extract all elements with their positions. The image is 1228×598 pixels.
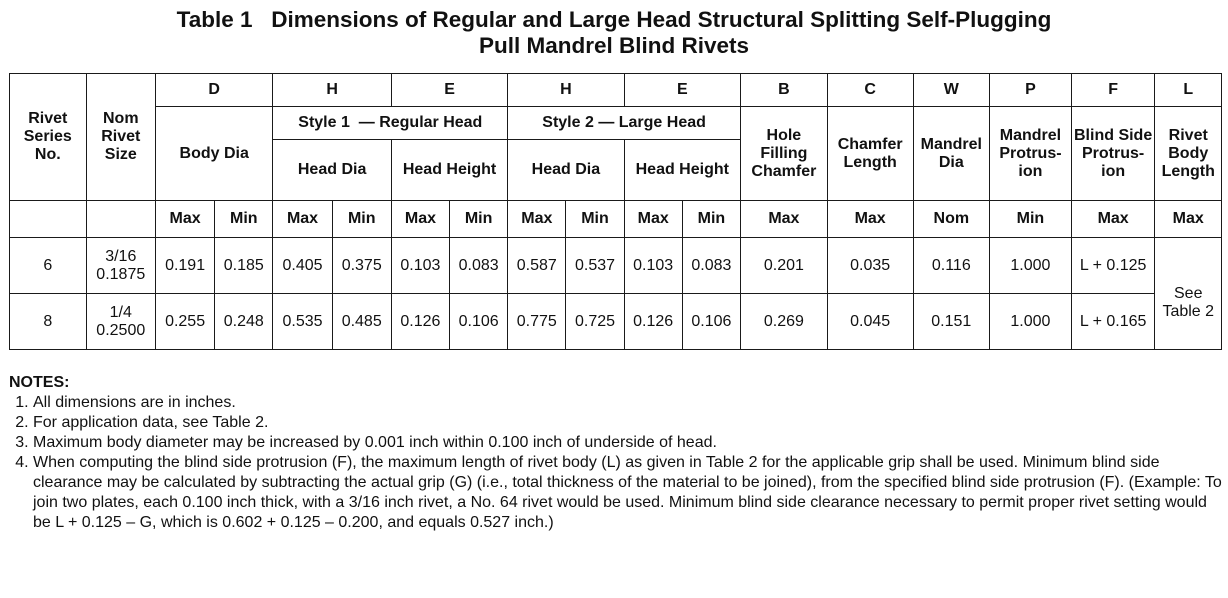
header-head-height-style2: Head Height — [624, 140, 740, 201]
table-title — [0, 7, 1228, 59]
limit-label: Max — [273, 201, 332, 238]
cell-value: 0.775 — [508, 294, 566, 350]
cell-value: 0.103 — [624, 238, 682, 294]
header-head-dia-style1: Head Dia — [273, 140, 391, 201]
cell-value: 0.537 — [566, 238, 624, 294]
header-letter-b: B — [740, 74, 827, 107]
header-letter-e-style1: E — [391, 74, 507, 107]
header-letter-p: P — [990, 74, 1072, 107]
limit-label: Min — [332, 201, 391, 238]
notes-list — [9, 393, 1224, 533]
cell-value: 0.185 — [215, 238, 273, 294]
header-limit-row — [10, 201, 1222, 238]
header-letter-row — [10, 74, 1222, 107]
table-row — [10, 238, 1222, 294]
limit-label: Max — [827, 201, 913, 238]
limit-label: Min — [215, 201, 273, 238]
header-style-1-regular-head: Style 1 — Regular Head — [273, 107, 508, 140]
cell-value: 0.116 — [913, 238, 990, 294]
cell-value: 0.106 — [682, 294, 740, 350]
cell-value: 0.035 — [827, 238, 913, 294]
header-letter-w: W — [913, 74, 990, 107]
limit-label: Max — [1071, 201, 1155, 238]
header-limit-blank — [10, 201, 87, 238]
cell-value: 0.083 — [682, 238, 740, 294]
cell-value: L + 0.165 — [1071, 294, 1155, 350]
cell-size-fraction: 3/16 — [105, 247, 137, 265]
cell-size-decimal: 0.1875 — [96, 265, 146, 283]
cell-value: 0.375 — [332, 238, 391, 294]
cell-value: 0.255 — [155, 294, 214, 350]
header-letter-d: D — [155, 74, 272, 107]
cell-value: 0.485 — [332, 294, 391, 350]
table-title-line-1: Table 1 Dimensions of Regular and Large Head Structural Splitting Self-Plugging — [176, 7, 1052, 32]
cell-nom-size — [86, 238, 155, 294]
limit-label: Nom — [913, 201, 990, 238]
cell-value: 1.000 — [990, 294, 1072, 350]
header-letter-f: F — [1071, 74, 1155, 107]
limit-label: Min — [566, 201, 624, 238]
table-title-line-2: Pull Mandrel Blind Rivets — [478, 33, 750, 58]
header-letter-e-style2: E — [624, 74, 740, 107]
header-blind-side-protrusion: Blind Side Protrus-ion — [1071, 107, 1155, 201]
cell-value: 0.535 — [273, 294, 332, 350]
limit-label: Max — [155, 201, 214, 238]
cell-value: 0.248 — [215, 294, 273, 350]
cell-value: 1.000 — [990, 238, 1072, 294]
header-head-dia-style2: Head Dia — [508, 140, 624, 201]
limit-label: Min — [450, 201, 508, 238]
cell-value: 0.103 — [391, 238, 449, 294]
limit-label: Min — [990, 201, 1072, 238]
header-style-row — [10, 107, 1222, 140]
header-style-2-large-head: Style 2 — Large Head — [508, 107, 741, 140]
cell-value: 0.201 — [740, 238, 827, 294]
header-mandrel-protrusion: Mandrel Protrus-ion — [990, 107, 1072, 201]
note-item: 2. For application data, see Table 2. — [33, 413, 1224, 433]
header-head-height-style1: Head Height — [391, 140, 507, 201]
cell-value: 0.106 — [450, 294, 508, 350]
cell-value: 0.151 — [913, 294, 990, 350]
notes-heading: NOTES: — [9, 374, 70, 391]
note-item: 1. All dimensions are in inches. — [33, 393, 1224, 413]
cell-series: 6 — [10, 238, 87, 294]
header-mandrel-dia: Mandrel Dia — [913, 107, 990, 201]
limit-label: Max — [508, 201, 566, 238]
header-rivet-body-length: Rivet Body Length — [1155, 107, 1222, 201]
header-body-dia: Body Dia — [155, 107, 272, 201]
header-letter-h-style2: H — [508, 74, 624, 107]
note-item: 3. Maximum body diameter may be increased by 0.001 inch within 0.100 inch of underside of head. — [33, 433, 1224, 453]
limit-label: Max — [391, 201, 449, 238]
header-hole-filling-chamfer: Hole Filling Chamfer — [740, 107, 827, 201]
limit-label: Max — [624, 201, 682, 238]
header-rivet-series: Rivet Series No. — [10, 74, 87, 201]
header-nom-rivet-size: Nom Rivet Size — [86, 74, 155, 201]
limit-label: Max — [1155, 201, 1222, 238]
notes-section — [9, 373, 1224, 533]
cell-value: 0.126 — [391, 294, 449, 350]
cell-size-fraction: 1/4 — [109, 303, 132, 321]
cell-value: 0.045 — [827, 294, 913, 350]
limit-label: Max — [740, 201, 827, 238]
note-item: 4. When computing the blind side protrusion (F), the maximum length of rivet body (L) as given in Table 2 for the applicable grip shall be used. Minimum blind side clearance may be calculated by subtracting the actual grip (G) (i.e., total thickness of the material to be joined), from the specified blind side protrusion (F). (Example: To join two plates, each 0.100 inch thick, with a 3/16 inch rivet, a No. 64 rivet would be used. Minimum blind side clearance necessary to permit proper rivet setting would be L + 0.125 – G, which is 0.602 + 0.125 – 0.200, and equals 0.527 inch.) — [33, 453, 1224, 533]
cell-size-decimal: 0.2500 — [96, 321, 146, 339]
cell-see-table-2: See Table 2 — [1155, 238, 1222, 350]
rivet-dimensions-table — [9, 73, 1222, 350]
cell-value: 0.083 — [450, 238, 508, 294]
cell-value: 0.587 — [508, 238, 566, 294]
cell-value: 0.725 — [566, 294, 624, 350]
cell-value: 0.191 — [155, 238, 214, 294]
cell-value: 0.405 — [273, 238, 332, 294]
cell-nom-size — [86, 294, 155, 350]
header-letter-c: C — [827, 74, 913, 107]
cell-value: L + 0.125 — [1071, 238, 1155, 294]
cell-value: 0.269 — [740, 294, 827, 350]
header-letter-h-style1: H — [273, 74, 391, 107]
header-chamfer-length: Chamfer Length — [827, 107, 913, 201]
header-limit-blank — [86, 201, 155, 238]
cell-series: 8 — [10, 294, 87, 350]
header-letter-l: L — [1155, 74, 1222, 107]
cell-value: 0.126 — [624, 294, 682, 350]
limit-label: Min — [682, 201, 740, 238]
table-row — [10, 294, 1222, 350]
